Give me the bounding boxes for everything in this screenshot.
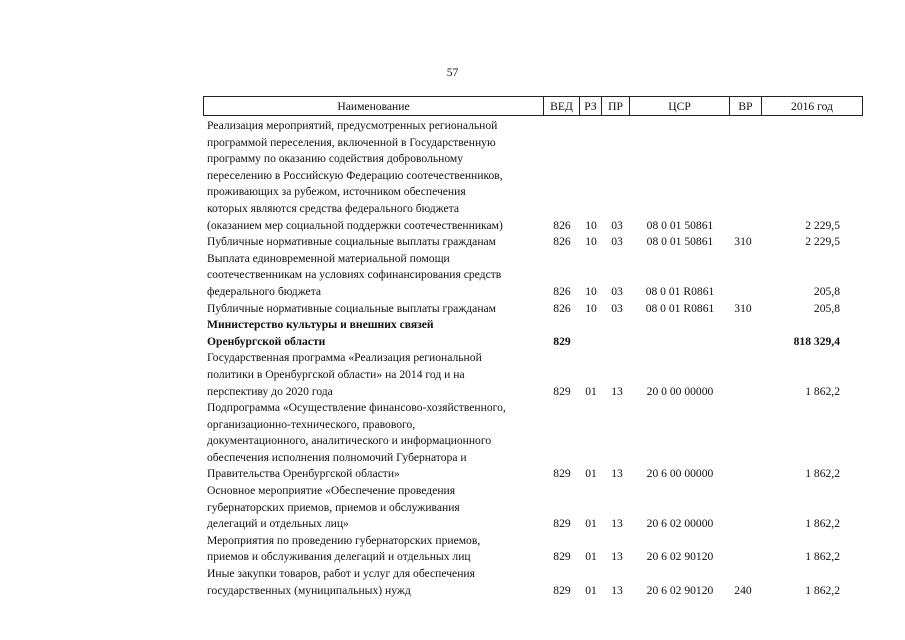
table-row xyxy=(0,118,905,234)
row-name: Подпрограмма «Осуществление финансово-хозяйственного, организационно-технического, правового, документационного, аналитического и информационного обеспечения исполнения полномочий Губернатора и Правительства Оренбургской области» xyxy=(207,401,506,481)
row-amount: 1 862,2 xyxy=(805,583,840,597)
table-row xyxy=(0,234,905,251)
page-number: 57 xyxy=(446,66,459,79)
row-pr: 13 xyxy=(611,550,623,564)
row-csr: 20 0 00 00000 xyxy=(646,384,714,398)
row-ved: 829 xyxy=(553,550,571,564)
row-csr: 20 6 02 90120 xyxy=(646,550,714,564)
table-row xyxy=(0,533,905,566)
row-name: Публичные нормативные социальные выплаты гражданам xyxy=(207,301,496,315)
row-amount: 205,8 xyxy=(813,284,840,298)
row-amount: 2 229,5 xyxy=(805,218,840,232)
row-amount: 2 229,5 xyxy=(805,235,840,249)
row-vr: 310 xyxy=(734,235,752,249)
table-row xyxy=(0,251,905,301)
row-csr: 08 0 01 R0861 xyxy=(645,301,715,315)
row-rz: 01 xyxy=(585,517,597,531)
row-csr: 08 0 01 50861 xyxy=(646,218,714,232)
row-pr: 13 xyxy=(611,467,623,481)
row-rz: 10 xyxy=(585,301,597,315)
row-ved: 829 xyxy=(553,384,571,398)
row-rz: 10 xyxy=(585,235,597,249)
row-csr: 08 0 01 50861 xyxy=(646,235,714,249)
header-vr: ВР xyxy=(730,97,762,115)
header-year: 2016 год xyxy=(791,100,833,113)
row-ved: 826 xyxy=(553,235,571,249)
header-ved: ВЕД xyxy=(544,97,580,115)
row-csr: 20 6 00 00000 xyxy=(646,467,714,481)
row-ved: 829 xyxy=(553,467,571,481)
row-csr: 08 0 01 R0861 xyxy=(645,284,715,298)
row-csr: 20 6 02 00000 xyxy=(646,517,714,531)
row-rz: 10 xyxy=(585,284,597,298)
row-vr: 240 xyxy=(734,583,752,597)
row-pr: 13 xyxy=(611,517,623,531)
row-rz: 01 xyxy=(585,384,597,398)
header-csr: ЦСР xyxy=(630,97,730,115)
table-row xyxy=(0,301,905,318)
header-rz: РЗ xyxy=(580,97,602,115)
row-rz: 10 xyxy=(585,218,597,232)
row-pr: 03 xyxy=(611,301,623,315)
row-amount: 1 862,2 xyxy=(805,384,840,398)
row-pr: 13 xyxy=(611,583,623,597)
row-csr: 20 6 02 90120 xyxy=(646,583,714,597)
row-name: Иные закупки товаров, работ и услуг для обеспечения государственных (муниципальных) нужд xyxy=(207,567,475,597)
row-ved: 826 xyxy=(553,301,571,315)
row-rz: 01 xyxy=(585,550,597,564)
row-name: Выплата единовременной материальной помощи соотечественникам на условиях софинансирования средств федерального бюджета xyxy=(207,251,502,298)
row-name: Министерство культуры и внешних связей Оренбургской области xyxy=(207,318,434,348)
row-pr: 03 xyxy=(611,284,623,298)
row-ved: 826 xyxy=(553,218,571,232)
table-row xyxy=(0,350,905,400)
header-name: Наименование xyxy=(204,97,544,115)
table-row xyxy=(0,317,905,350)
table-row xyxy=(0,400,905,483)
row-rz: 01 xyxy=(585,467,597,481)
table-row xyxy=(0,566,905,599)
table-row xyxy=(0,483,905,533)
row-pr: 03 xyxy=(611,218,623,232)
row-vr: 310 xyxy=(734,301,752,315)
row-name: Публичные нормативные социальные выплаты гражданам xyxy=(207,235,496,249)
row-amount: 205,8 xyxy=(813,301,840,315)
row-amount: 818 329,4 xyxy=(793,334,840,348)
row-amount: 1 862,2 xyxy=(805,517,840,531)
row-name: Реализация мероприятий, предусмотренных региональной программой переселения, включенной в Государственную программу по оказанию содействия добровольному переселению в Российскую Федерацию соотечественников, проживающих за рубежом, источником обеспечения которых являются средства федерального бюджета (оказанием мер социальной поддержки соотечественникам) xyxy=(207,119,503,232)
row-ved: 829 xyxy=(553,517,571,531)
row-amount: 1 862,2 xyxy=(805,467,840,481)
row-rz: 01 xyxy=(585,583,597,597)
row-name: Основное мероприятие «Обеспечение проведения губернаторских приемов, приемов и обслуживания делегаций и отдельных лиц» xyxy=(207,484,460,531)
row-ved: 826 xyxy=(553,284,571,298)
header-pr: ПР xyxy=(602,97,630,115)
row-ved: 829 xyxy=(553,583,571,597)
row-ved: 829 xyxy=(553,334,571,348)
table-header xyxy=(203,96,863,116)
row-name: Государственная программа «Реализация региональной политики в Оренбургской области» на 2014 год и на перспективу до 2020 года xyxy=(207,351,482,398)
table-body xyxy=(0,118,905,599)
row-name: Мероприятия по проведению губернаторских приемов, приемов и обслуживания делегаций и отдельных лиц xyxy=(207,533,481,564)
row-pr: 03 xyxy=(611,235,623,249)
row-amount: 1 862,2 xyxy=(805,550,840,564)
row-pr: 13 xyxy=(611,384,623,398)
